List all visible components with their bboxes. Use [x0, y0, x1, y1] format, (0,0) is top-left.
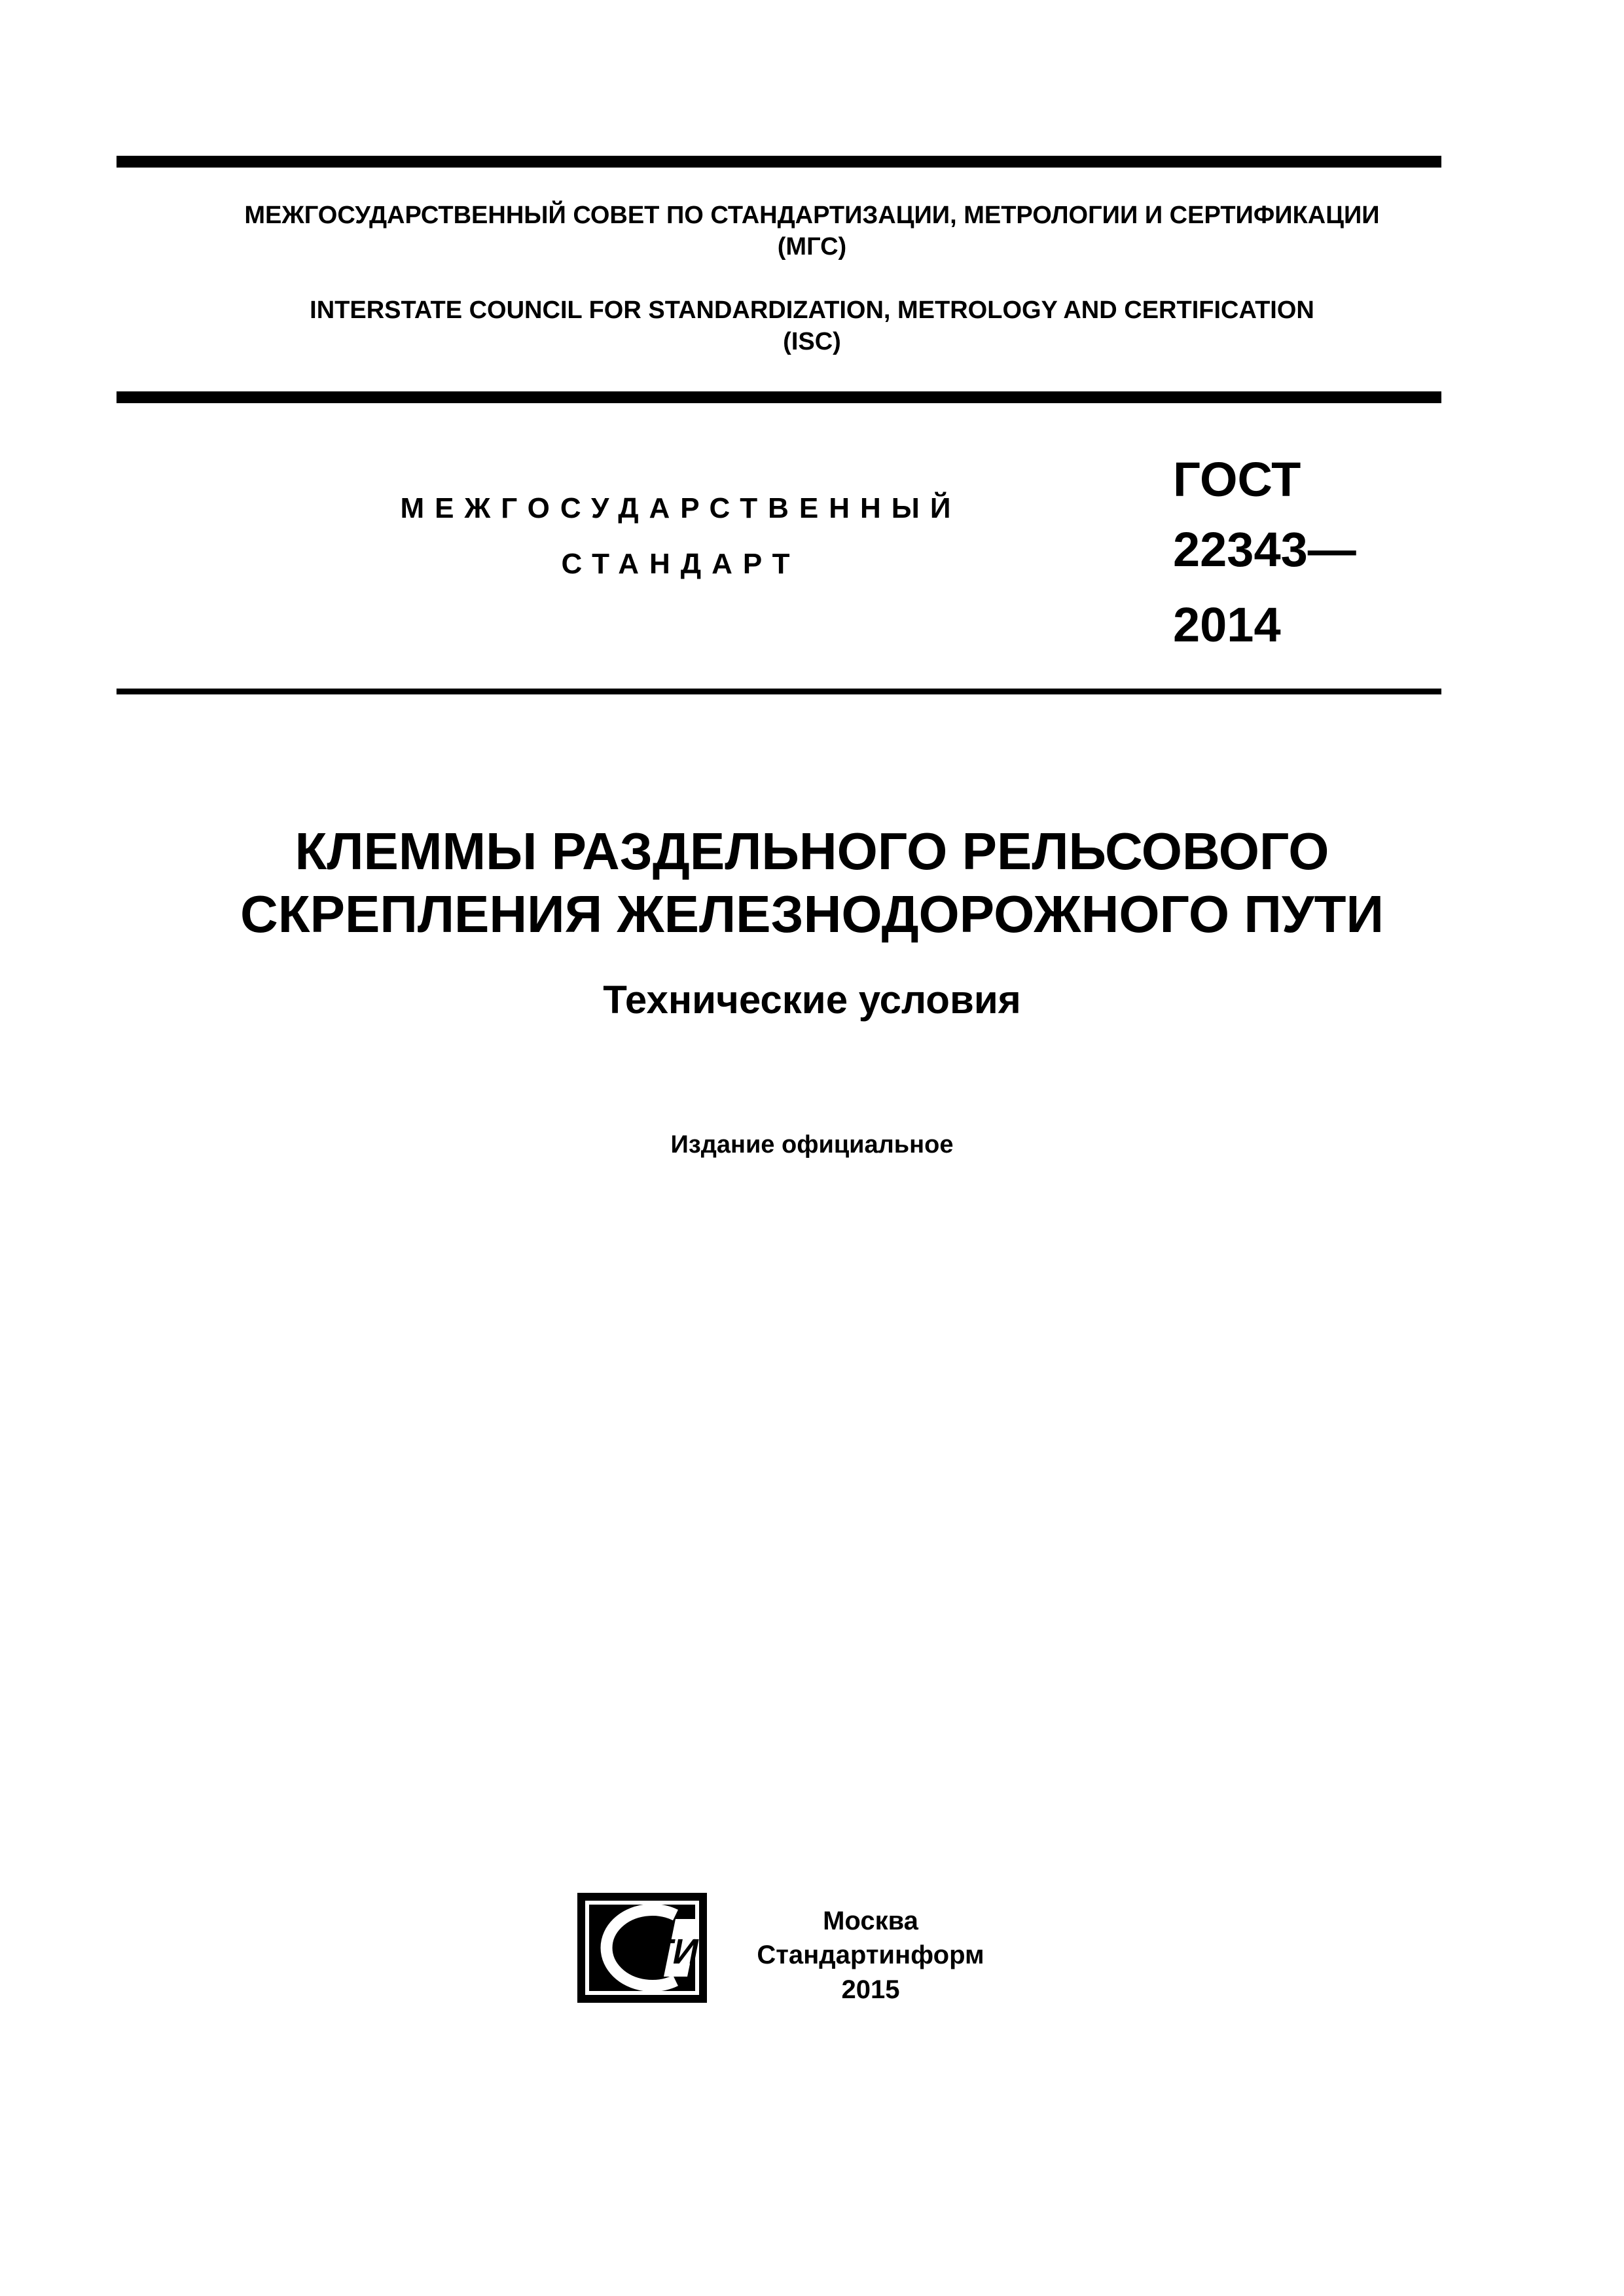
lower-divider: [117, 689, 1441, 694]
council-abbr-en: (ISC): [783, 328, 841, 355]
edition-note: Издание официальное: [670, 1131, 954, 1158]
council-name-en: [0, 295, 1624, 357]
document-title-line2: СКРЕПЛЕНИЯ ЖЕЛЕЗНОДОРОЖНОГО ПУТИ: [240, 885, 1384, 943]
standartinform-logo-icon: [577, 1893, 707, 2003]
council-abbr-ru: (МГС): [777, 233, 847, 260]
logo-lettering: СТИ: [627, 1932, 698, 1971]
publisher-name: Стандартинформ: [757, 1941, 984, 1969]
document-subtitle: Технические условия: [603, 978, 1021, 1022]
publisher-city: Москва: [823, 1907, 918, 1935]
gost-label: ГОСТ: [1173, 452, 1301, 507]
document-title-line1: КЛЕММЫ РАЗДЕЛЬНОГО РЕЛЬСОВОГО: [295, 822, 1329, 880]
council-name-ru: [0, 200, 1624, 262]
council-name-en-line1: INTERSTATE COUNCIL FOR STANDARDIZATION, METROLOGY AND CERTIFICATION: [310, 296, 1314, 324]
council-name-ru-line1: МЕЖГОСУДАРСТВЕННЫЙ СОВЕТ ПО СТАНДАРТИЗАЦИИ, МЕТРОЛОГИИ И СЕРТИФИКАЦИИ: [244, 202, 1380, 229]
gost-year: 2014: [1173, 598, 1281, 652]
middle-divider: [117, 391, 1441, 403]
top-divider: [117, 156, 1441, 168]
publication-year: 2015: [841, 1975, 900, 2004]
gost-number: 22343—: [1173, 522, 1356, 577]
standard-kind-line2: СТАНДАРТ: [561, 548, 801, 580]
standard-kind-line1: МЕЖГОСУДАРСТВЕННЫЙ: [400, 492, 962, 524]
